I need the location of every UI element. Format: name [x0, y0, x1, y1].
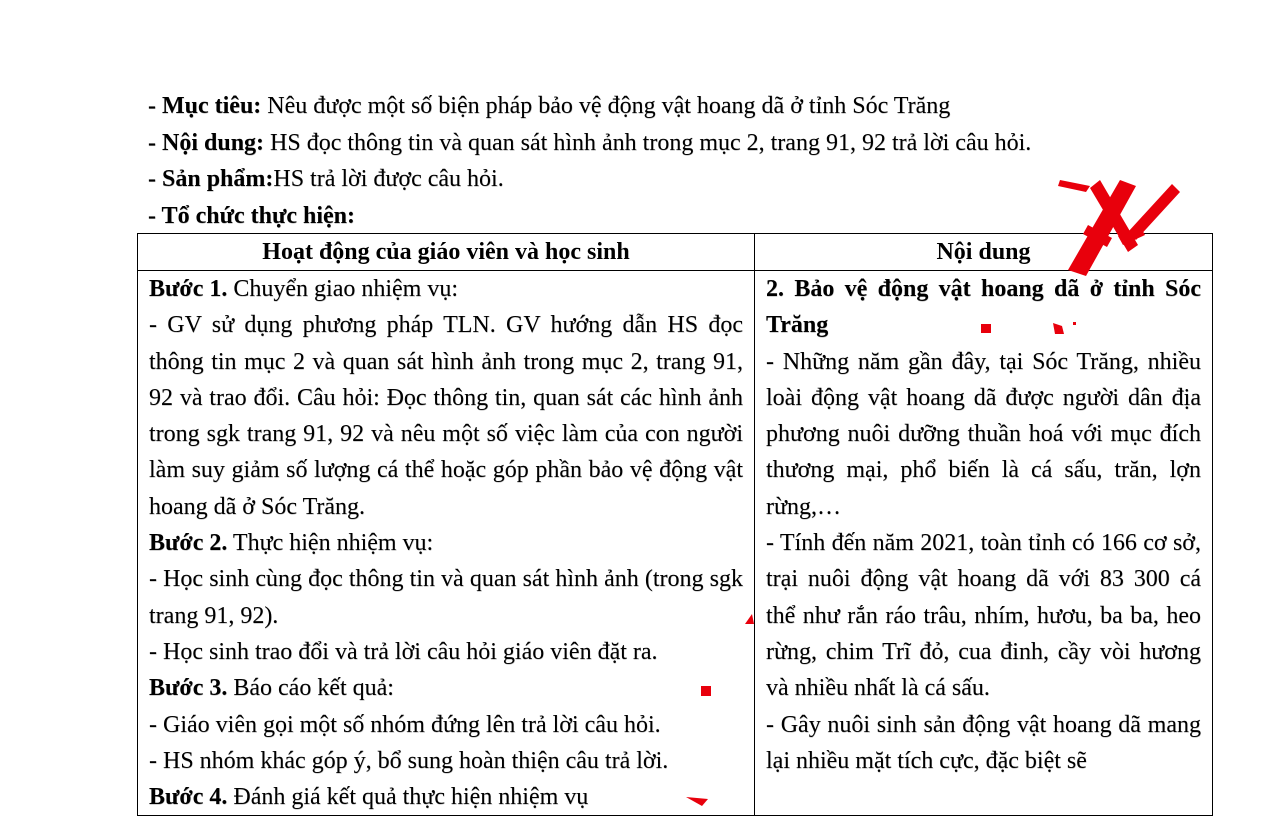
lesson-header [148, 88, 1208, 234]
organization-label: - Tổ chức thực hiện: [148, 202, 356, 229]
table-row [138, 271, 1213, 816]
step1-label: Bước 1. [149, 276, 228, 302]
organization-line [148, 198, 1208, 235]
step4-title: Đánh giá kết quả thực hiện nhiệm vụ [227, 784, 589, 811]
product-line [148, 161, 1208, 198]
content-label: - Nội dung: [148, 129, 265, 156]
step3-description-2: - HS nhóm khác góp ý, bổ sung hoàn thiện câu trả lời. [149, 747, 669, 774]
step3-description-1: - Giáo viên gọi một số nhóm đứng lên trả lời câu hỏi. [149, 711, 661, 738]
column-header-content: Nội dung [755, 234, 1213, 271]
content-paragraph-2: - Tính đến năm 2021, toàn tỉnh có 166 cơ sở, trại nuôi động vật hoang dã với 83 300 cá thể như rắn ráo trâu, nhím, hươu, ba ba, heo rừng, chim Trĩ đỏ, cua đinh, cầy vòi hương và nhiều nhất là cá sấu. [766, 530, 1201, 702]
step3-label: Bước 3. [149, 675, 228, 702]
step1-description: - GV sử dụng phương pháp TLN. GV hướng dẫn HS đọc thông tin mục 2 và quan sát hình ảnh trong mục 2, trang 91, 92 và trao đổi. Câu hỏi: Đọc thông tin, quan sát các hình ảnh trong sgk trang 91, 92 và nêu một số việc làm của con người làm suy giảm số lượng cá thể hoặc góp phần bảo vệ động vật hoang dã ở Sóc Trăng. [149, 312, 743, 520]
content-cell [755, 271, 1213, 816]
objective-text: Nêu được một số biện pháp bảo vệ động vật hoang dã ở tỉnh Sóc Trăng [261, 93, 951, 119]
content-line [148, 125, 1208, 162]
step2-label: Bước 2. [149, 530, 228, 557]
objective-line [148, 88, 1208, 125]
content-text: HS đọc thông tin và quan sát hình ảnh trong mục 2, trang 91, 92 trả lời câu hỏi. [264, 129, 1032, 156]
step2-title: Thực hiện nhiệm vụ: [227, 530, 434, 557]
content-paragraph-1: - Những năm gần đây, tại Sóc Trăng, nhiều loài động vật hoang dã được người dân địa phương nuôi dưỡng thuần hoá với mục đích thương mại, phổ biến là cá sấu, trăn, lợn rừng,… [766, 348, 1201, 520]
step3-title: Báo cáo kết quả: [227, 675, 394, 702]
column-header-activities: Hoạt động của giáo viên và học sinh [138, 234, 755, 271]
step1-title: Chuyển giao nhiệm vụ: [227, 276, 458, 302]
content-section-title: 2. Bảo vệ động vật hoang dã ở tỉnh Sóc Trăng [766, 276, 1201, 339]
activities-cell [138, 271, 755, 816]
product-label: - Sản phẩm: [148, 166, 274, 192]
activity-table [137, 233, 1213, 816]
objective-label: - Mục tiêu: [148, 93, 262, 119]
step4-label: Bước 4. [149, 784, 228, 811]
content-paragraph-3: - Gây nuôi sinh sản động vật hoang dã mang lại nhiều mặt tích cực, đặc biệt sẽ [766, 711, 1201, 774]
table-header-row [138, 234, 1213, 271]
step2-description-1: - Học sinh cùng đọc thông tin và quan sát hình ảnh (trong sgk trang 91, 92). [149, 566, 743, 629]
step2-description-2: - Học sinh trao đổi và trả lời câu hỏi giáo viên đặt ra. [149, 638, 658, 665]
product-text: HS trả lời được câu hỏi. [273, 166, 504, 192]
